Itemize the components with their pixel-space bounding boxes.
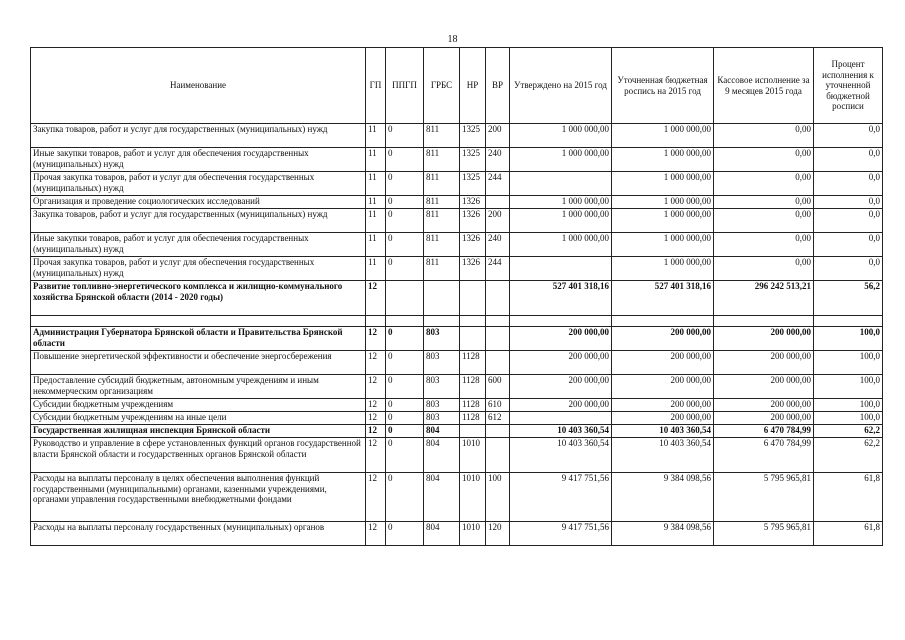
row-gp: 11 <box>366 172 386 196</box>
row-grbs: 803 <box>424 412 460 425</box>
row-name: Прочая закупка товаров, работ и услуг для обеспечения государственных (муниципальных) нужд <box>31 172 366 196</box>
row-grbs: 803 <box>424 351 460 375</box>
row-np: 1010 <box>460 438 486 473</box>
row-name: Иные закупки товаров, работ и услуг для обеспечения государственных (муниципальных) нужд <box>31 233 366 257</box>
row-name: Руководство и управление в сфере установленных функций органов государственной власти Брянской области и государственных органов Брянской области <box>31 438 366 473</box>
row-refined: 200 000,00 <box>612 375 714 399</box>
row-name: Организация и проведение социологических исследований <box>31 196 366 209</box>
row-name: Развитие топливно-энергетического комплекса и жилищно-коммунального хозяйства Брянской области (2014 - 2020 годы) <box>31 281 366 316</box>
table-row <box>31 257 883 281</box>
row-name: Расходы на выплаты персоналу государственных (муниципальных) органов <box>31 522 366 546</box>
row-np <box>460 281 486 316</box>
row-grbs: 803 <box>424 327 460 351</box>
row-vr <box>486 196 510 209</box>
row-executed: 200 000,00 <box>714 412 814 425</box>
row-ppgp: 0 <box>386 148 424 172</box>
row-ppgp: 0 <box>386 172 424 196</box>
row-name: Закупка товаров, работ и услуг для государственных (муниципальных) нужд <box>31 209 366 233</box>
row-grbs: 811 <box>424 172 460 196</box>
row-grbs: 811 <box>424 196 460 209</box>
row-percent: 0,0 <box>814 209 883 233</box>
row-vr: 200 <box>486 124 510 148</box>
row-name: Предоставление субсидий бюджетным, автономным учреждениям и иным некоммерческим организациям <box>31 375 366 399</box>
spacer-cell <box>814 316 883 327</box>
row-executed: 5 795 965,81 <box>714 473 814 522</box>
row-gp: 12 <box>366 281 386 316</box>
row-refined: 1 000 000,00 <box>612 124 714 148</box>
row-approved: 9 417 751,56 <box>510 522 612 546</box>
row-gp: 11 <box>366 257 386 281</box>
row-approved: 200 000,00 <box>510 399 612 412</box>
table-row <box>31 473 883 522</box>
row-gp: 12 <box>366 351 386 375</box>
row-grbs: 804 <box>424 425 460 438</box>
row-name: Субсидии бюджетным учреждениям <box>31 399 366 412</box>
row-approved: 200 000,00 <box>510 351 612 375</box>
row-percent: 56,2 <box>814 281 883 316</box>
row-np: 1326 <box>460 196 486 209</box>
row-vr: 612 <box>486 412 510 425</box>
row-np: 1128 <box>460 375 486 399</box>
row-np <box>460 327 486 351</box>
row-vr <box>486 425 510 438</box>
row-vr <box>486 327 510 351</box>
row-ppgp: 0 <box>386 196 424 209</box>
row-refined: 200 000,00 <box>612 327 714 351</box>
row-gp: 11 <box>366 209 386 233</box>
table-row <box>31 124 883 148</box>
row-approved: 200 000,00 <box>510 327 612 351</box>
table-row <box>31 148 883 172</box>
table-row <box>31 196 883 209</box>
row-approved: 10 403 360,54 <box>510 438 612 473</box>
row-gp: 12 <box>366 473 386 522</box>
row-percent: 0,0 <box>814 257 883 281</box>
row-percent: 0,0 <box>814 233 883 257</box>
row-ppgp: 0 <box>386 257 424 281</box>
row-refined: 200 000,00 <box>612 351 714 375</box>
row-name: Государственная жилищная инспекция Брянской области <box>31 425 366 438</box>
row-ppgp: 0 <box>386 425 424 438</box>
row-executed: 5 795 965,81 <box>714 522 814 546</box>
row-executed: 0,00 <box>714 233 814 257</box>
row-grbs: 811 <box>424 233 460 257</box>
row-grbs: 811 <box>424 257 460 281</box>
table-row <box>31 351 883 375</box>
row-refined: 1 000 000,00 <box>612 233 714 257</box>
row-approved <box>510 257 612 281</box>
row-np: 1325 <box>460 124 486 148</box>
table-row <box>31 412 883 425</box>
row-refined: 1 000 000,00 <box>612 172 714 196</box>
row-np: 1326 <box>460 209 486 233</box>
table-row <box>31 438 883 473</box>
header-np: НР <box>460 48 486 124</box>
row-approved <box>510 412 612 425</box>
row-vr <box>486 438 510 473</box>
row-name: Расходы на выплаты персоналу в целях обеспечения выполнения функций государственными (муниципальными) органами, казенными учреждениями, органами управления государственными внебюджетными фондами <box>31 473 366 522</box>
budget-table <box>30 47 883 546</box>
row-executed: 200 000,00 <box>714 399 814 412</box>
row-refined: 10 403 360,54 <box>612 425 714 438</box>
row-vr: 120 <box>486 522 510 546</box>
row-np: 1128 <box>460 399 486 412</box>
row-executed: 0,00 <box>714 257 814 281</box>
row-gp: 12 <box>366 399 386 412</box>
row-gp: 12 <box>366 438 386 473</box>
row-np: 1010 <box>460 473 486 522</box>
row-gp: 12 <box>366 375 386 399</box>
row-refined: 1 000 000,00 <box>612 148 714 172</box>
row-approved: 9 417 751,56 <box>510 473 612 522</box>
spacer-cell <box>510 316 612 327</box>
row-name: Субсидии бюджетным учреждениям на иные цели <box>31 412 366 425</box>
row-ppgp: 0 <box>386 399 424 412</box>
row-grbs: 804 <box>424 438 460 473</box>
row-percent: 100,0 <box>814 399 883 412</box>
row-gp: 12 <box>366 425 386 438</box>
spacer-cell <box>31 316 366 327</box>
header-name: Наименование <box>31 48 366 124</box>
row-grbs: 803 <box>424 399 460 412</box>
row-vr <box>486 281 510 316</box>
row-refined: 200 000,00 <box>612 399 714 412</box>
row-percent: 62,2 <box>814 438 883 473</box>
row-np: 1010 <box>460 522 486 546</box>
spacer-cell <box>424 316 460 327</box>
row-name: Повышение энергетической эффективности и обеспечение энергосбережения <box>31 351 366 375</box>
row-grbs: 803 <box>424 375 460 399</box>
row-ppgp: 0 <box>386 209 424 233</box>
row-refined: 1 000 000,00 <box>612 257 714 281</box>
row-gp: 12 <box>366 412 386 425</box>
row-grbs: 811 <box>424 148 460 172</box>
row-np: 1128 <box>460 351 486 375</box>
row-approved: 1 000 000,00 <box>510 196 612 209</box>
row-refined: 1 000 000,00 <box>612 209 714 233</box>
row-np: 1325 <box>460 172 486 196</box>
row-vr: 240 <box>486 148 510 172</box>
row-gp: 11 <box>366 196 386 209</box>
row-np: 1326 <box>460 257 486 281</box>
spacer-cell <box>714 316 814 327</box>
row-ppgp: 0 <box>386 327 424 351</box>
row-name: Закупка товаров, работ и услуг для государственных (муниципальных) нужд <box>31 124 366 148</box>
header-percent: Процент исполнения к уточненной бюджетной росписи <box>814 48 883 124</box>
row-executed: 296 242 513,21 <box>714 281 814 316</box>
row-name: Прочая закупка товаров, работ и услуг для обеспечения государственных (муниципальных) нужд <box>31 257 366 281</box>
row-ppgp <box>386 281 424 316</box>
spacer-row <box>31 316 883 327</box>
table-row <box>31 425 883 438</box>
header-approved: Утверждено на 2015 год <box>510 48 612 124</box>
spacer-cell <box>366 316 386 327</box>
row-vr: 244 <box>486 257 510 281</box>
row-grbs: 804 <box>424 473 460 522</box>
table-row <box>31 172 883 196</box>
row-percent: 62,2 <box>814 425 883 438</box>
row-gp: 11 <box>366 148 386 172</box>
row-executed: 0,00 <box>714 196 814 209</box>
row-ppgp: 0 <box>386 473 424 522</box>
row-np <box>460 425 486 438</box>
row-name: Иные закупки товаров, работ и услуг для обеспечения государственных (муниципальных) нужд <box>31 148 366 172</box>
row-percent: 100,0 <box>814 375 883 399</box>
spacer-cell <box>460 316 486 327</box>
row-ppgp: 0 <box>386 438 424 473</box>
row-percent: 100,0 <box>814 412 883 425</box>
row-percent: 0,0 <box>814 172 883 196</box>
row-executed: 200 000,00 <box>714 351 814 375</box>
header-executed: Кассовое исполнение за 9 месяцев 2015 года <box>714 48 814 124</box>
row-vr: 244 <box>486 172 510 196</box>
row-percent: 0,0 <box>814 124 883 148</box>
row-executed: 6 470 784,99 <box>714 425 814 438</box>
row-vr: 600 <box>486 375 510 399</box>
row-np: 1325 <box>460 148 486 172</box>
spacer-cell <box>386 316 424 327</box>
row-grbs: 811 <box>424 209 460 233</box>
row-ppgp: 0 <box>386 375 424 399</box>
row-approved: 527 401 318,16 <box>510 281 612 316</box>
row-gp: 11 <box>366 124 386 148</box>
row-refined: 10 403 360,54 <box>612 438 714 473</box>
header-row <box>31 48 883 124</box>
table-row <box>31 399 883 412</box>
header-ppgp: ППГП <box>386 48 424 124</box>
table-row <box>31 281 883 316</box>
row-executed: 0,00 <box>714 124 814 148</box>
table-row <box>31 209 883 233</box>
row-executed: 6 470 784,99 <box>714 438 814 473</box>
table-row <box>31 375 883 399</box>
page-number: 18 <box>447 34 458 45</box>
row-vr: 240 <box>486 233 510 257</box>
row-executed: 0,00 <box>714 172 814 196</box>
row-grbs: 804 <box>424 522 460 546</box>
row-grbs <box>424 281 460 316</box>
row-refined: 1 000 000,00 <box>612 196 714 209</box>
row-approved: 10 403 360,54 <box>510 425 612 438</box>
row-ppgp: 0 <box>386 412 424 425</box>
row-percent: 100,0 <box>814 327 883 351</box>
row-gp: 12 <box>366 522 386 546</box>
row-ppgp: 0 <box>386 351 424 375</box>
row-grbs: 811 <box>424 124 460 148</box>
row-vr <box>486 351 510 375</box>
row-refined: 527 401 318,16 <box>612 281 714 316</box>
row-gp: 12 <box>366 327 386 351</box>
row-ppgp: 0 <box>386 233 424 257</box>
row-percent: 61,8 <box>814 522 883 546</box>
table-row <box>31 522 883 546</box>
row-vr: 100 <box>486 473 510 522</box>
row-executed: 200 000,00 <box>714 375 814 399</box>
row-percent: 0,0 <box>814 148 883 172</box>
row-name: Администрация Губернатора Брянской области и Правительства Брянской области <box>31 327 366 351</box>
row-vr: 200 <box>486 209 510 233</box>
row-ppgp: 0 <box>386 522 424 546</box>
row-vr: 610 <box>486 399 510 412</box>
row-np: 1326 <box>460 233 486 257</box>
spacer-cell <box>612 316 714 327</box>
row-executed: 0,00 <box>714 148 814 172</box>
row-ppgp: 0 <box>386 124 424 148</box>
spacer-cell <box>486 316 510 327</box>
row-refined: 9 384 098,56 <box>612 473 714 522</box>
row-percent: 100,0 <box>814 351 883 375</box>
header-grbs: ГРБС <box>424 48 460 124</box>
table-row <box>31 233 883 257</box>
row-refined: 200 000,00 <box>612 412 714 425</box>
row-approved: 1 000 000,00 <box>510 233 612 257</box>
row-refined: 9 384 098,56 <box>612 522 714 546</box>
row-approved: 1 000 000,00 <box>510 124 612 148</box>
header-refined: Уточненная бюджетная роспись на 2015 год <box>612 48 714 124</box>
row-approved <box>510 172 612 196</box>
row-approved: 1 000 000,00 <box>510 148 612 172</box>
table-row <box>31 327 883 351</box>
row-np: 1128 <box>460 412 486 425</box>
row-percent: 61,8 <box>814 473 883 522</box>
row-gp: 11 <box>366 233 386 257</box>
row-approved: 200 000,00 <box>510 375 612 399</box>
row-executed: 200 000,00 <box>714 327 814 351</box>
header-vr: ВР <box>486 48 510 124</box>
row-executed: 0,00 <box>714 209 814 233</box>
header-gp: ГП <box>366 48 386 124</box>
row-percent: 0,0 <box>814 196 883 209</box>
budget-body <box>31 124 883 546</box>
row-approved: 1 000 000,00 <box>510 209 612 233</box>
